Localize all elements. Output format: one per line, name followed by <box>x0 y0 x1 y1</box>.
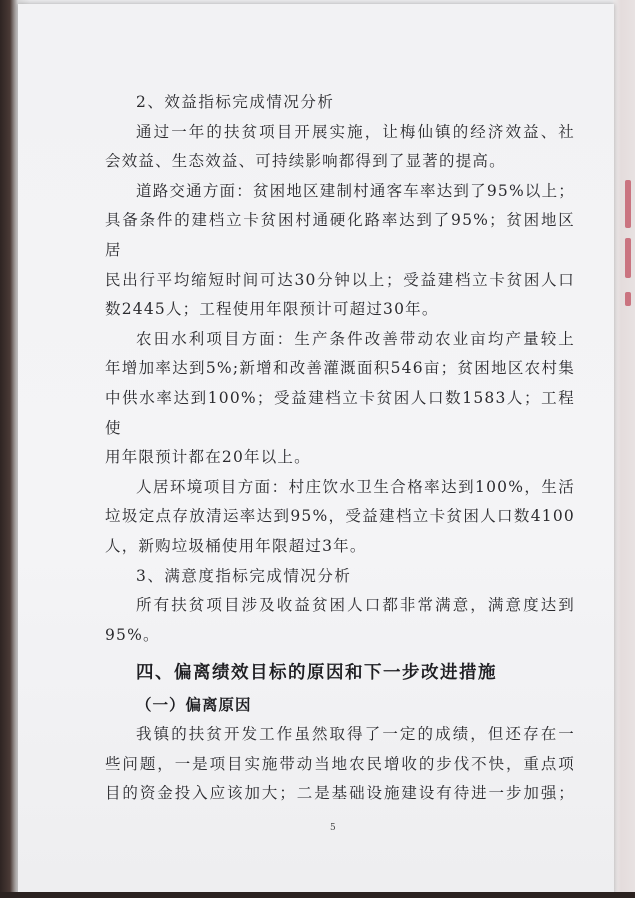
paragraph-line <box>105 295 575 325</box>
text-line: 会效益、生态效益、可持续影响都得到了显著的提高。 <box>105 152 506 171</box>
text-line: 用年限预计都在20年以上。 <box>105 448 311 467</box>
text-line: 人居环境项目方面：村庄饮水卫生合格率达到100%，生活 <box>136 477 575 496</box>
text-line: 具备条件的建档立卡贫困村通硬化路率达到了95%；贫困地区居 <box>105 211 575 259</box>
text-line: 年增加率达到5%;新增和改善灌溉面积546亩；贫困地区农村集 <box>105 359 575 378</box>
text-line: 人，新购垃圾桶使用年限超过3年。 <box>105 536 367 555</box>
chapter-heading: 四、偏离绩效目标的原因和下一步改进措施 <box>136 663 497 684</box>
paragraph-line <box>105 266 575 296</box>
paragraph-line <box>105 325 575 355</box>
paragraph-line <box>105 384 575 443</box>
text-line: 农田水利项目方面：生产条件改善带动农业亩均产量较上 <box>136 329 575 348</box>
paragraph-line <box>105 591 575 621</box>
paragraph-line <box>105 779 575 809</box>
paragraph-line <box>105 354 575 384</box>
red-stamp-fragment <box>625 238 631 278</box>
text-line: 所有扶贫项目涉及收益贫困人口都非常满意，满意度达到 <box>136 596 575 615</box>
adjacent-page-edge <box>613 0 635 898</box>
paragraph-line <box>105 532 575 562</box>
section-heading-satisfaction <box>105 562 575 592</box>
paragraph-line <box>105 750 575 780</box>
text-line: 3、满意度指标完成情况分析 <box>136 566 352 585</box>
table-surface-edge <box>0 892 635 898</box>
text-line: 民出行平均缩短时间可达30分钟以上；受益建档立卡贫困人口 <box>105 270 575 289</box>
paragraph-line <box>105 621 575 651</box>
paragraph-line <box>105 443 575 473</box>
red-stamp-fragment <box>625 180 631 228</box>
paragraph-line <box>105 502 575 532</box>
text-line: 道路交通方面：贫困地区建制村通客车率达到了95%以上； <box>136 181 575 200</box>
section-heading-efficiency <box>105 88 575 118</box>
paragraph-line <box>105 473 575 503</box>
red-stamp-fragment <box>625 292 631 306</box>
text-line: 中供水率达到100%；受益建档立卡贫困人口数1583人；工程使 <box>105 388 575 437</box>
paragraph-line <box>105 147 575 177</box>
page-number: 5 <box>330 823 336 833</box>
text-line: 目的资金投入应该加大；二是基础设施建设有待进一步加强； <box>105 784 575 803</box>
text-line: 数2445人；工程使用年限预计可超过30年。 <box>105 300 439 319</box>
text-line: 我镇的扶贫开发工作虽然取得了一定的成绩，但还存在一 <box>136 725 575 744</box>
paragraph-line <box>105 177 575 207</box>
paragraph-line <box>105 118 575 148</box>
text-line: 些问题，一是项目实施带动当地农民增收的步伐不快，重点项 <box>105 754 575 773</box>
text-line: 2、效益指标完成情况分析 <box>136 93 335 111</box>
sub-heading: （一）偏离原因 <box>136 696 252 715</box>
text-line: 通过一年的扶贫项目开展实施，让梅仙镇的经济效益、社 <box>136 122 575 141</box>
document-body <box>105 88 575 809</box>
text-line: 垃圾定点存放清运率达到95%，受益建档立卡贫困人口数4100 <box>105 507 575 526</box>
paragraph-line <box>105 720 575 750</box>
paragraph-line <box>105 206 575 265</box>
text-line: 95%。 <box>105 625 160 644</box>
